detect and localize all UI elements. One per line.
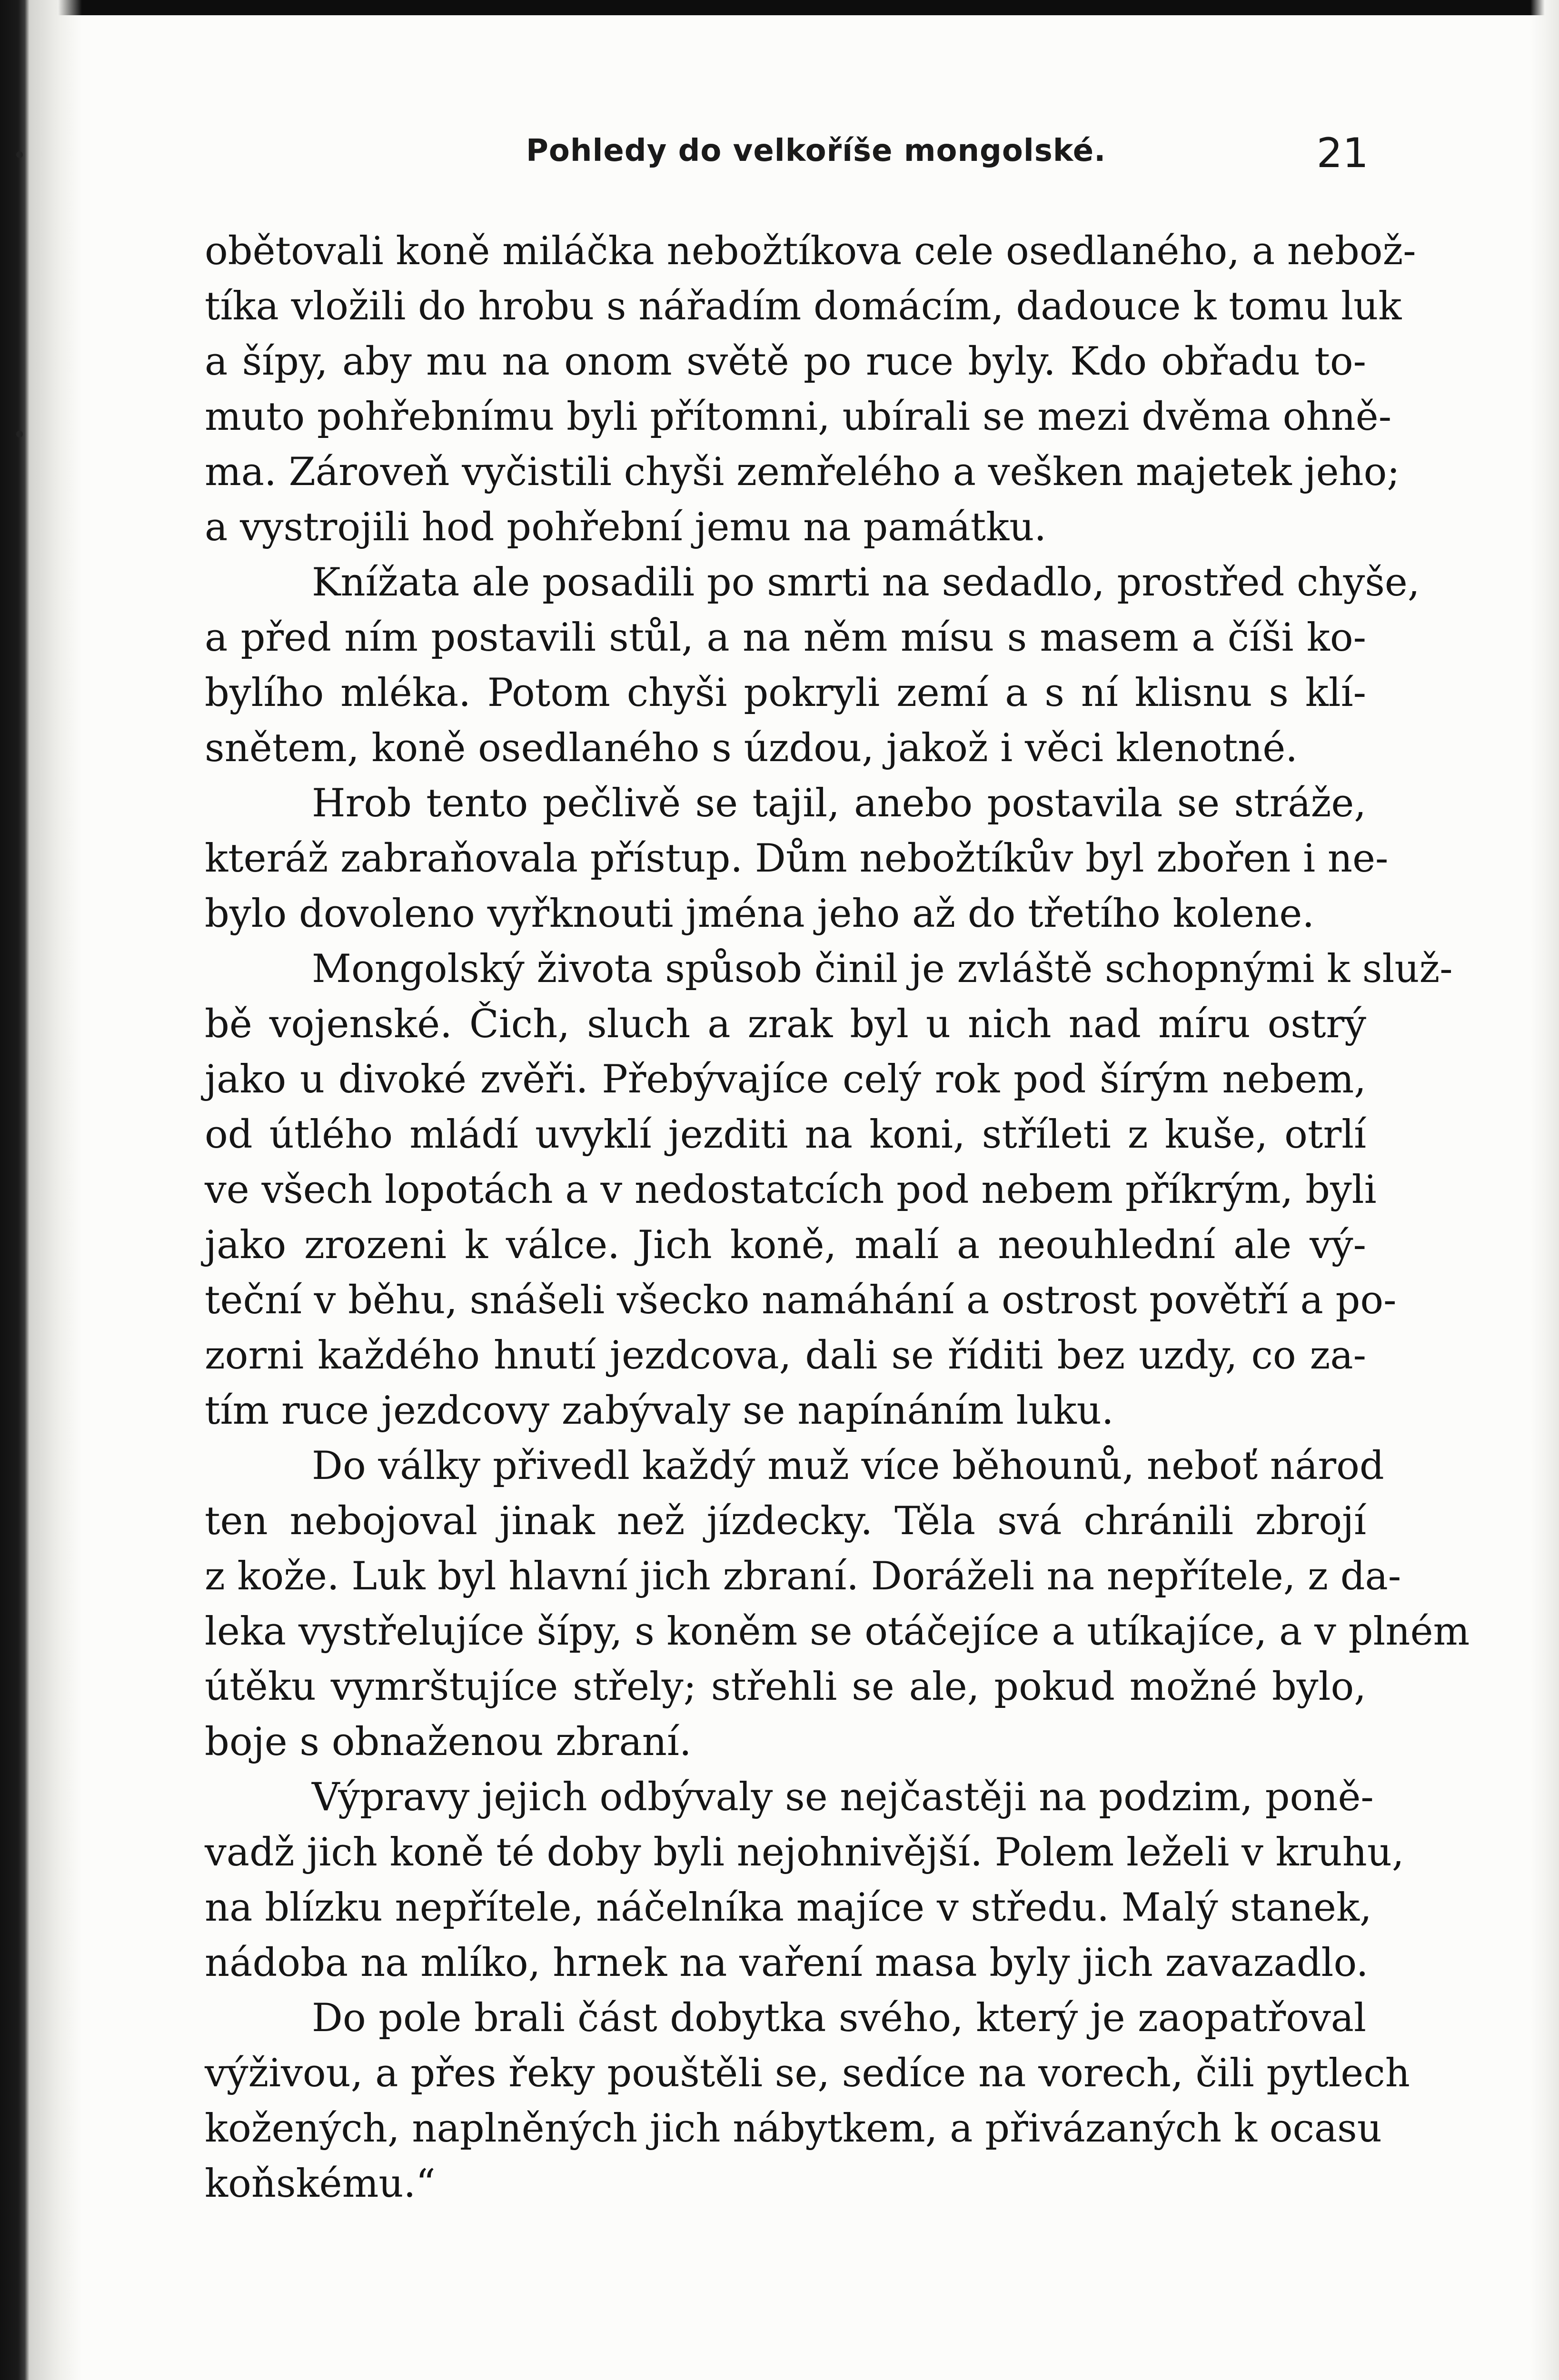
text-line: jako u divoké zvěři. Přebývajíce celý rok pod šírým nebem, [205,1057,1366,1102]
paragraph [205,776,1389,942]
text-line: Do pole brali část dobytka svého, který je zaopatřoval [312,1996,1366,2041]
text-line: a vystrojili hod pohřební jemu na památku. [205,505,1047,550]
text-line: Hrob tento pečlivě se tajil, anebo postavila se stráže, [312,781,1366,826]
text-line: vadž jich koně té doby byli nejohnivější. Polem leželi v kruhu, [205,1830,1404,1875]
page-number: 21 [1316,129,1369,177]
text-line: jako zrozeni k válce. Jich koně, malí a neouhlední ale vý- [205,1223,1366,1268]
page-header [526,129,1369,187]
paragraph [205,555,1420,776]
page-right-edge [1530,0,1559,2380]
text-line: obětovali koně miláčka nebožtíkova cele osedlaného, a nebož- [205,229,1416,274]
margin-mark [16,151,23,158]
text-line: bylo dovoleno vyřknouti jména jeho až do třetího kolene. [205,892,1315,936]
text-line: zorni každého hnutí jezdcova, dali se říditi bez uzdy, co za- [205,1333,1366,1378]
text-line: ve všech lopotách a v nedostatcích pod nebem příkrým, byli [205,1168,1377,1212]
book-gutter-shadow [0,0,30,2380]
paragraph [205,1770,1404,1991]
margin-mark [16,431,23,437]
body-text [205,224,1470,2211]
paragraph [205,224,1416,555]
text-line: boje s obnaženou zbraní. [205,1720,692,1765]
text-line: Mongolský života spůsob činil je zvláště schopnými k služ- [312,947,1453,992]
text-line: od útlého mládí uvyklí jezditi na koni, stříleti z kuše, otrlí [205,1112,1366,1157]
paragraph [205,1991,1410,2211]
text-line: bě vojenské. Čich, sluch a zrak byl u nich nad míru ostrý [205,1002,1366,1047]
scan-top-border [0,0,1559,15]
text-line: výživou, a přes řeky pouštěli se, sedíce na vorech, čili pytlech [205,2051,1410,2096]
gutter-fade [30,0,82,2380]
paragraph [205,1438,1470,1770]
text-line: kteráž zabraňovala přístup. Dům nebožtíkův byl zbořen i ne- [205,836,1389,881]
text-line: Výpravy jejich odbývaly se nejčastěji na podzim, poně- [312,1775,1374,1820]
text-line: leka vystřelujíce šípy, s koněm se otáčejíce a utíkajíce, a v plném [205,1609,1470,1654]
paragraph [205,942,1453,1438]
text-line: na blízku nepřítele, náčelníka majíce v středu. Malý stanek, [205,1885,1372,1930]
text-line: tím ruce jezdcovy zabývaly se napínáním luku. [205,1388,1114,1433]
text-line: snětem, koně osedlaného s úzdou, jakož i věci klenotné. [205,726,1298,771]
text-line: nádoba na mlíko, hrnek na vaření masa byly jich zavazadlo. [205,1941,1369,1985]
text-line: bylího mléka. Potom chyši pokryli zemí a s ní klisnu s klí- [205,671,1366,715]
text-line: teční v běhu, snášeli všecko namáhání a ostrost povětří a po- [205,1278,1397,1323]
text-line: a před ním postavili stůl, a na něm mísu s masem a číši ko- [205,615,1366,660]
text-line: Knížata ale posadili po smrti na sedadlo, prostřed chyše, [312,560,1420,605]
text-line: z kože. Luk byl hlavní jich zbraní. Doráželi na nepřítele, z da- [205,1554,1401,1599]
text-line: tíka vložili do hrobu s nářadím domácím, dadouce k tomu luk [205,284,1402,329]
text-line: Do války přivedl každý muž více běhounů, neboť národ [312,1444,1384,1488]
text-line: a šípy, aby mu na onom světě po ruce byly. Kdo obřadu to- [205,339,1366,384]
text-line: útěku vymrštujíce střely; střehli se ale, pokud možné bylo, [205,1665,1366,1709]
text-line: muto pohřebnímu byli přítomni, ubírali se mezi dvěma ohně- [205,395,1392,439]
text-line: ten nebojoval jinak než jízdecky. Těla svá chránili zbrojí [205,1499,1366,1544]
text-line: koňskému.“ [205,2162,436,2206]
text-line: ma. Zároveň vyčistili chyši zemřelého a vešken majetek jeho; [205,450,1400,495]
running-head: Pohledy do velkoříše mongolské. [526,133,1106,169]
text-line: kožených, naplněných jich nábytkem, a přivázaných k ocasu [205,2106,1382,2151]
